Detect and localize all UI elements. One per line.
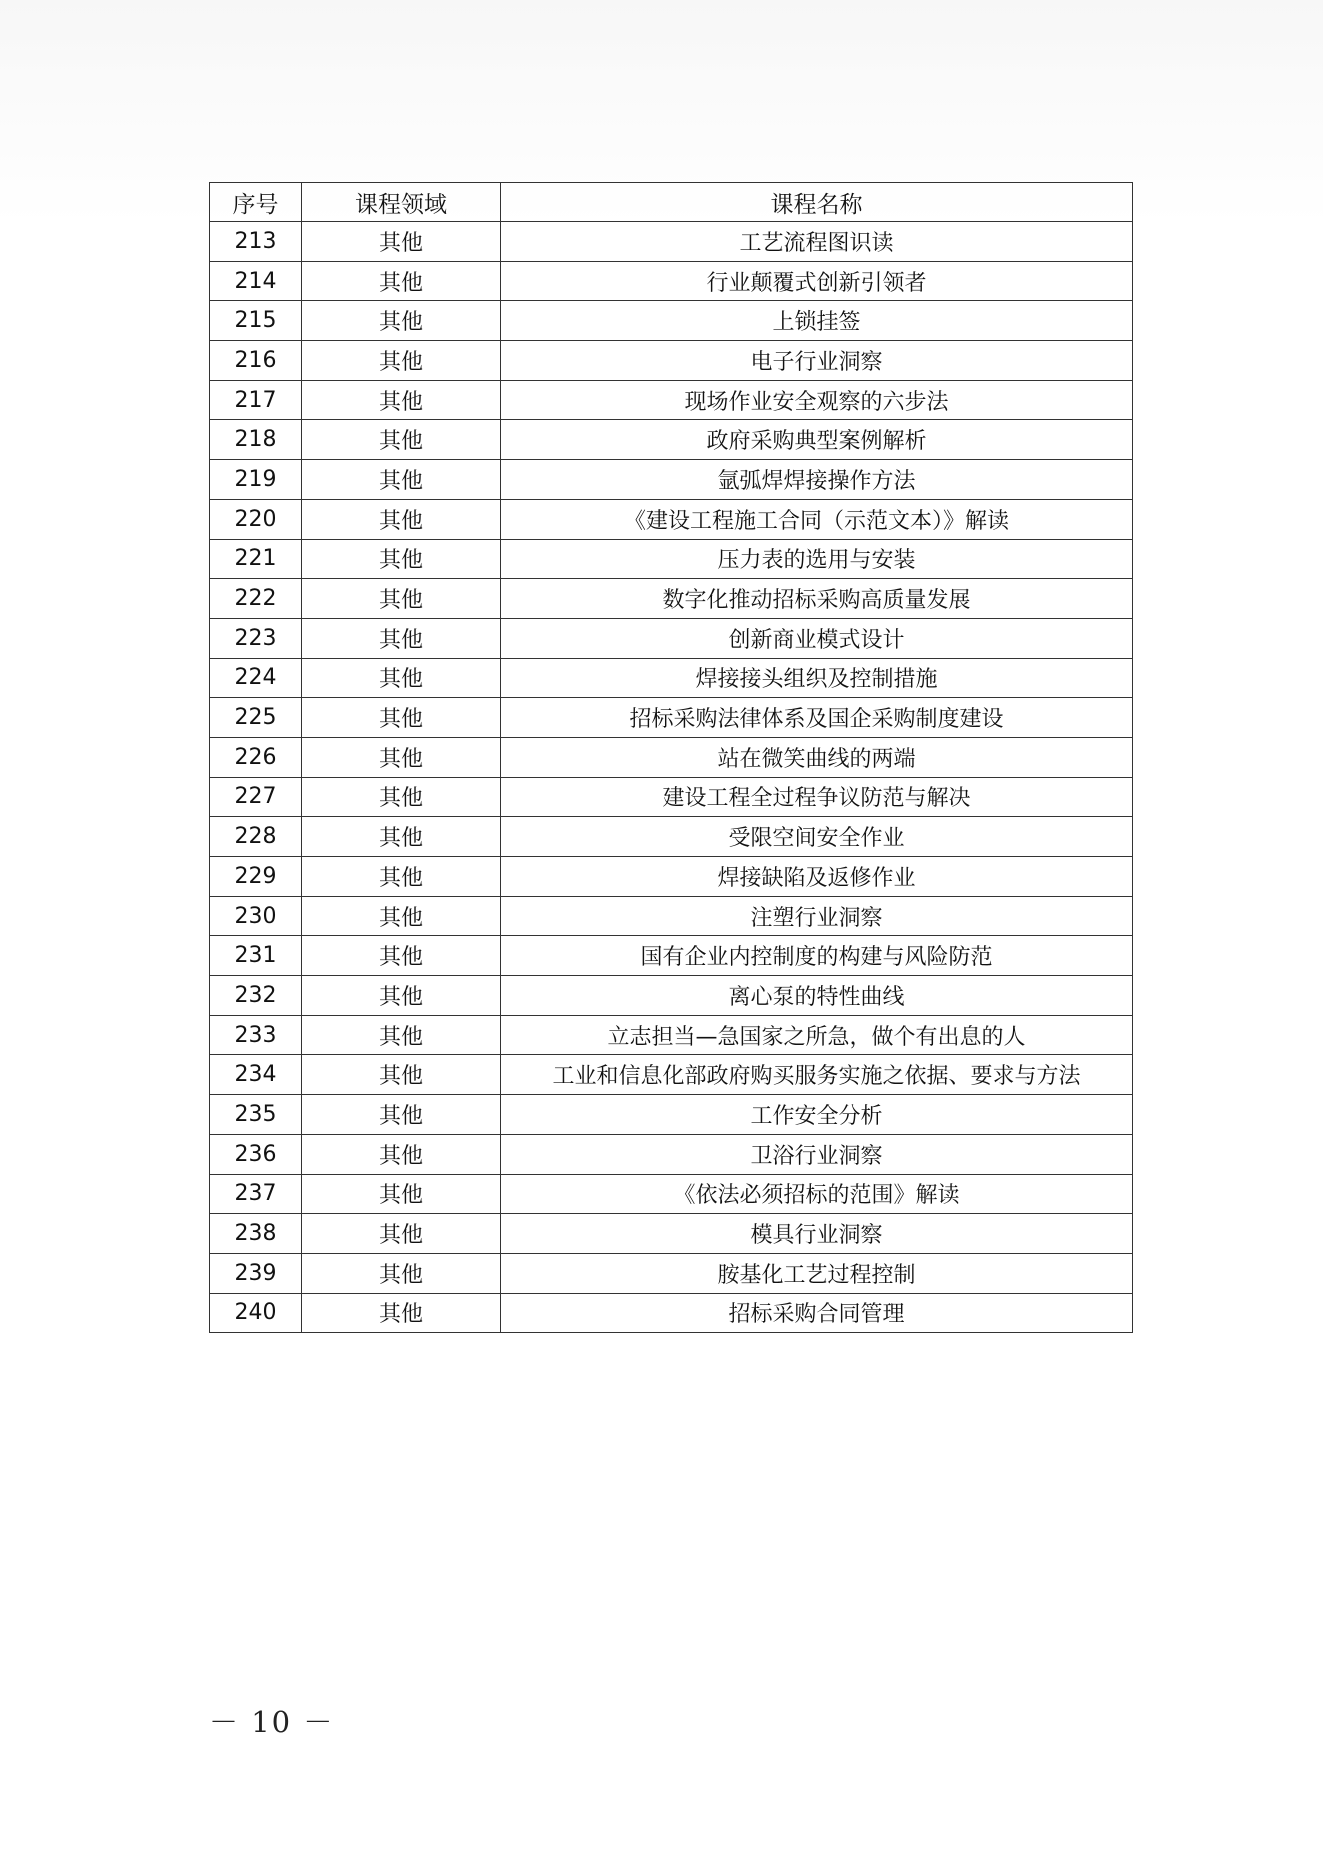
cell-serial-number: 230 — [210, 896, 302, 936]
cell-serial-number: 239 — [210, 1253, 302, 1293]
table-row — [210, 658, 1133, 698]
cell-serial-number: 237 — [210, 1174, 302, 1214]
cell-course-field: 其他 — [302, 1055, 501, 1095]
cell-course-name: 焊接接头组织及控制措施 — [501, 658, 1133, 698]
table-row — [210, 1134, 1133, 1174]
cell-course-field: 其他 — [302, 1134, 501, 1174]
cell-course-name: 《依法必须招标的范围》解读 — [501, 1174, 1133, 1214]
header-course-field: 课程领域 — [302, 183, 501, 222]
cell-serial-number: 218 — [210, 420, 302, 460]
cell-serial-number: 228 — [210, 817, 302, 857]
table-row — [210, 341, 1133, 381]
cell-serial-number: 216 — [210, 341, 302, 381]
cell-course-name: 国有企业内控制度的构建与风险防范 — [501, 936, 1133, 976]
cell-course-name: 卫浴行业洞察 — [501, 1134, 1133, 1174]
cell-serial-number: 236 — [210, 1134, 302, 1174]
course-table — [209, 182, 1133, 1333]
cell-serial-number: 229 — [210, 857, 302, 897]
cell-course-field: 其他 — [302, 857, 501, 897]
table-row — [210, 301, 1133, 341]
cell-course-field: 其他 — [302, 579, 501, 619]
cell-course-field: 其他 — [302, 460, 501, 500]
cell-course-field: 其他 — [302, 698, 501, 738]
cell-course-field: 其他 — [302, 222, 501, 262]
cell-serial-number: 225 — [210, 698, 302, 738]
table-row — [210, 261, 1133, 301]
table-row — [210, 380, 1133, 420]
cell-serial-number: 227 — [210, 777, 302, 817]
cell-serial-number: 238 — [210, 1214, 302, 1254]
cell-serial-number: 231 — [210, 936, 302, 976]
cell-serial-number: 222 — [210, 579, 302, 619]
cell-serial-number: 214 — [210, 261, 302, 301]
cell-course-name: 招标采购合同管理 — [501, 1293, 1133, 1333]
table-row — [210, 1055, 1133, 1095]
cell-course-name: 行业颠覆式创新引领者 — [501, 261, 1133, 301]
cell-course-field: 其他 — [302, 1293, 501, 1333]
cell-course-field: 其他 — [302, 817, 501, 857]
cell-course-field: 其他 — [302, 380, 501, 420]
cell-serial-number: 233 — [210, 1015, 302, 1055]
cell-course-name: 建设工程全过程争议防范与解决 — [501, 777, 1133, 817]
cell-course-field: 其他 — [302, 737, 501, 777]
cell-course-name: 政府采购典型案例解析 — [501, 420, 1133, 460]
table-row — [210, 499, 1133, 539]
cell-course-name: 离心泵的特性曲线 — [501, 976, 1133, 1016]
table-row — [210, 896, 1133, 936]
cell-serial-number: 220 — [210, 499, 302, 539]
cell-course-name: 受限空间安全作业 — [501, 817, 1133, 857]
cell-course-field: 其他 — [302, 936, 501, 976]
cell-course-name: 现场作业安全观察的六步法 — [501, 380, 1133, 420]
table-row — [210, 1174, 1133, 1214]
cell-course-name: 胺基化工艺过程控制 — [501, 1253, 1133, 1293]
cell-course-field: 其他 — [302, 976, 501, 1016]
cell-course-field: 其他 — [302, 341, 501, 381]
cell-course-name: 电子行业洞察 — [501, 341, 1133, 381]
cell-serial-number: 219 — [210, 460, 302, 500]
cell-course-name: 数字化推动招标采购高质量发展 — [501, 579, 1133, 619]
cell-course-field: 其他 — [302, 261, 501, 301]
cell-course-name: 招标采购法律体系及国企采购制度建设 — [501, 698, 1133, 738]
cell-serial-number: 223 — [210, 618, 302, 658]
cell-serial-number: 226 — [210, 737, 302, 777]
cell-course-name: 工艺流程图识读 — [501, 222, 1133, 262]
header-course-name: 课程名称 — [501, 183, 1133, 222]
cell-serial-number: 235 — [210, 1095, 302, 1135]
cell-course-name: 上锁挂签 — [501, 301, 1133, 341]
cell-course-name: 工业和信息化部政府购买服务实施之依据、要求与方法 — [501, 1055, 1133, 1095]
cell-course-name: 《建设工程施工合同（示范文本）》解读 — [501, 499, 1133, 539]
cell-course-field: 其他 — [302, 618, 501, 658]
table-row — [210, 1293, 1133, 1333]
table-row — [210, 777, 1133, 817]
cell-course-field: 其他 — [302, 658, 501, 698]
cell-course-name: 氩弧焊焊接操作方法 — [501, 460, 1133, 500]
cell-course-field: 其他 — [302, 1015, 501, 1055]
cell-course-name: 焊接缺陷及返修作业 — [501, 857, 1133, 897]
table-row — [210, 976, 1133, 1016]
cell-course-field: 其他 — [302, 1214, 501, 1254]
cell-course-field: 其他 — [302, 1253, 501, 1293]
cell-course-field: 其他 — [302, 777, 501, 817]
table-row — [210, 579, 1133, 619]
table-header-row — [210, 183, 1133, 222]
table-row — [210, 1253, 1133, 1293]
table-row — [210, 857, 1133, 897]
cell-course-name: 创新商业模式设计 — [501, 618, 1133, 658]
cell-serial-number: 224 — [210, 658, 302, 698]
table-row — [210, 1015, 1133, 1055]
table-row — [210, 817, 1133, 857]
cell-serial-number: 234 — [210, 1055, 302, 1095]
table-row — [210, 420, 1133, 460]
table-row — [210, 460, 1133, 500]
table-row — [210, 222, 1133, 262]
cell-course-field: 其他 — [302, 301, 501, 341]
table-body — [210, 222, 1133, 1333]
cell-serial-number: 217 — [210, 380, 302, 420]
cell-course-name: 注塑行业洞察 — [501, 896, 1133, 936]
cell-course-name: 模具行业洞察 — [501, 1214, 1133, 1254]
table-row — [210, 936, 1133, 976]
page-number: － 10 － — [209, 1705, 335, 1739]
table-row — [210, 737, 1133, 777]
cell-serial-number: 221 — [210, 539, 302, 579]
cell-course-field: 其他 — [302, 539, 501, 579]
cell-course-field: 其他 — [302, 896, 501, 936]
cell-course-field: 其他 — [302, 499, 501, 539]
cell-course-name: 工作安全分析 — [501, 1095, 1133, 1135]
table-row — [210, 1214, 1133, 1254]
cell-course-name: 立志担当—急国家之所急，做个有出息的人 — [501, 1015, 1133, 1055]
table-row — [210, 1095, 1133, 1135]
cell-serial-number: 240 — [210, 1293, 302, 1333]
cell-serial-number: 232 — [210, 976, 302, 1016]
cell-course-field: 其他 — [302, 1174, 501, 1214]
table-row — [210, 618, 1133, 658]
cell-course-name: 站在微笑曲线的两端 — [501, 737, 1133, 777]
header-serial-number: 序号 — [210, 183, 302, 222]
cell-serial-number: 215 — [210, 301, 302, 341]
table-row — [210, 539, 1133, 579]
table-row — [210, 698, 1133, 738]
cell-course-field: 其他 — [302, 420, 501, 460]
cell-serial-number: 213 — [210, 222, 302, 262]
cell-course-field: 其他 — [302, 1095, 501, 1135]
cell-course-name: 压力表的选用与安装 — [501, 539, 1133, 579]
